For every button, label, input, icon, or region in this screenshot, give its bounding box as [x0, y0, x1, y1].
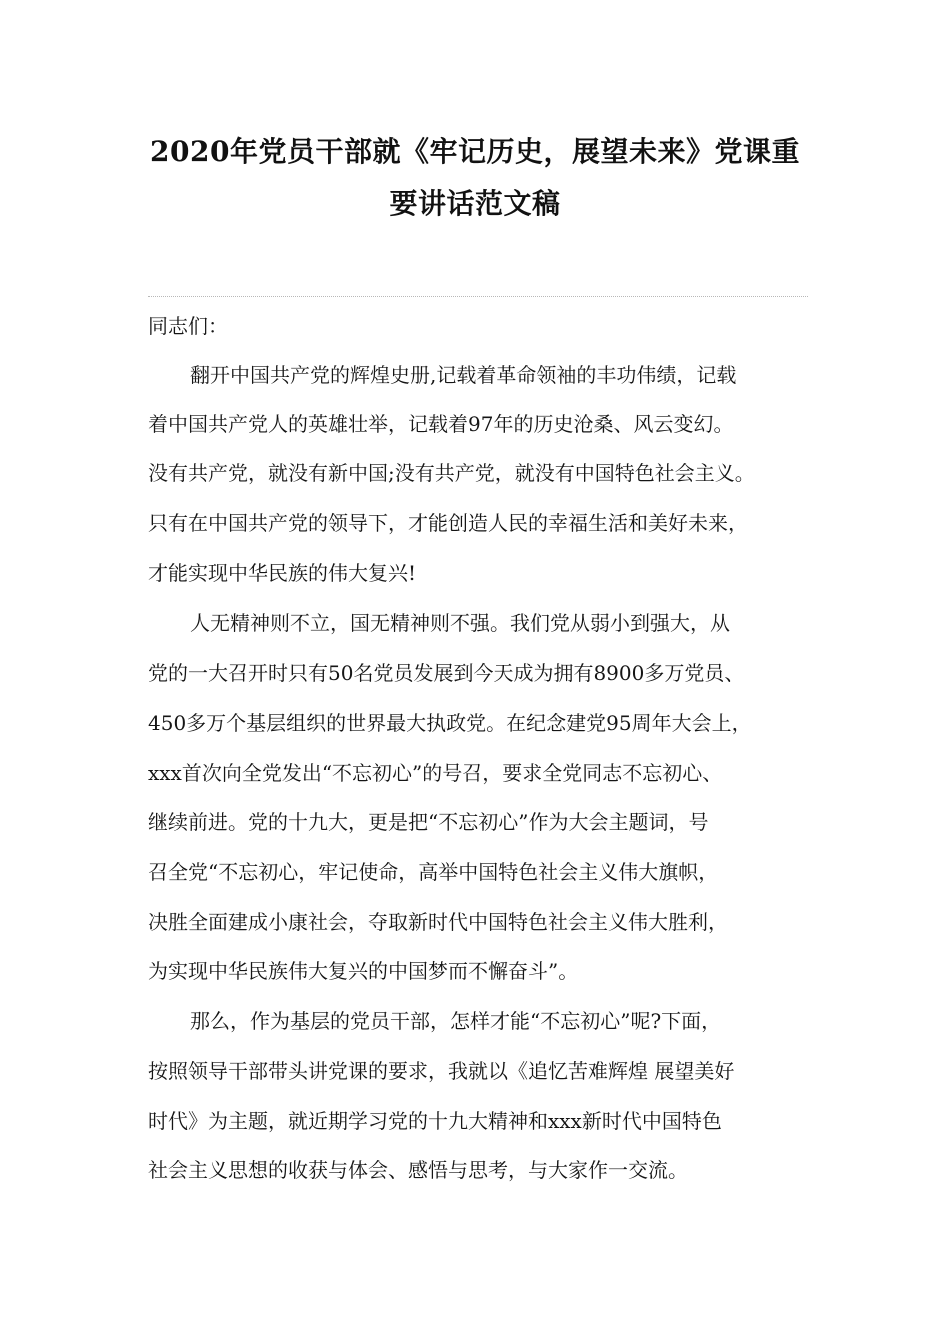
- paragraph-2-line-4: xxx首次向全党发出“不忘初心”的号召，要求全党同志不忘初心、: [148, 761, 723, 785]
- title-divider: [148, 296, 808, 297]
- paragraph-3-line-4: 社会主义思想的收获与体会、感悟与思考，与大家作一交流。: [148, 1158, 688, 1182]
- paragraph-1-line-2: 着中国共产党人的英雄壮举，记载着97年的历史沧桑、风云变幻。: [148, 412, 734, 436]
- paragraph-2-line-2: 党的一大召开时只有50名党员发展到今天成为拥有8900多万党员、: [148, 661, 745, 685]
- paragraph-3-line-2: 按照领导干部带头讲党课的要求，我就以《追忆苦难辉煌 展望美好: [148, 1059, 735, 1083]
- paragraph-1-line-1: 翻开中国共产党的辉煌史册,记载着革命领袖的丰功伟绩，记载: [190, 363, 737, 387]
- paragraph-2-line-6: 召全党“不忘初心，牢记使命，高举中国特色社会主义伟大旗帜，: [148, 860, 719, 884]
- paragraph-2-line-1: 人无精神则不立，国无精神则不强。我们党从弱小到强大，从: [190, 611, 730, 635]
- paragraph-1-line-4: 只有在中国共产党的领导下，才能创造人民的幸福生活和美好未来，: [148, 511, 748, 535]
- salutation: 同志们：: [148, 314, 228, 338]
- paragraph-1-line-5: 才能实现中华民族的伟大复兴!: [148, 561, 417, 585]
- paragraph-1-line-3: 没有共产党，就没有新中国;没有共产党，就没有中国特色社会主义。: [148, 461, 755, 485]
- document-title-line-2: 要讲话范文稿: [389, 187, 561, 220]
- paragraph-2-line-3: 450多万个基层组织的世界最大执政党。在纪念建党95周年大会上，: [148, 711, 752, 735]
- paragraph-2-line-8: 为实现中华民族伟大复兴的中国梦而不懈奋斗”。: [148, 959, 579, 983]
- paragraph-3-line-3: 时代》为主题，就近期学习党的十九大精神和xxx新时代中国特色: [148, 1109, 722, 1133]
- document-title-line-1: 2020年党员干部就《牢记历史，展望未来》党课重: [150, 135, 800, 168]
- paragraph-2-line-5: 继续前进。党的十九大，更是把“不忘初心”作为大会主题词，号: [148, 810, 709, 834]
- paragraph-3-line-1: 那么，作为基层的党员干部，怎样才能“不忘初心”呢?下面，: [190, 1009, 722, 1033]
- paragraph-2-line-7: 决胜全面建成小康社会，夺取新时代中国特色社会主义伟大胜利，: [148, 910, 728, 934]
